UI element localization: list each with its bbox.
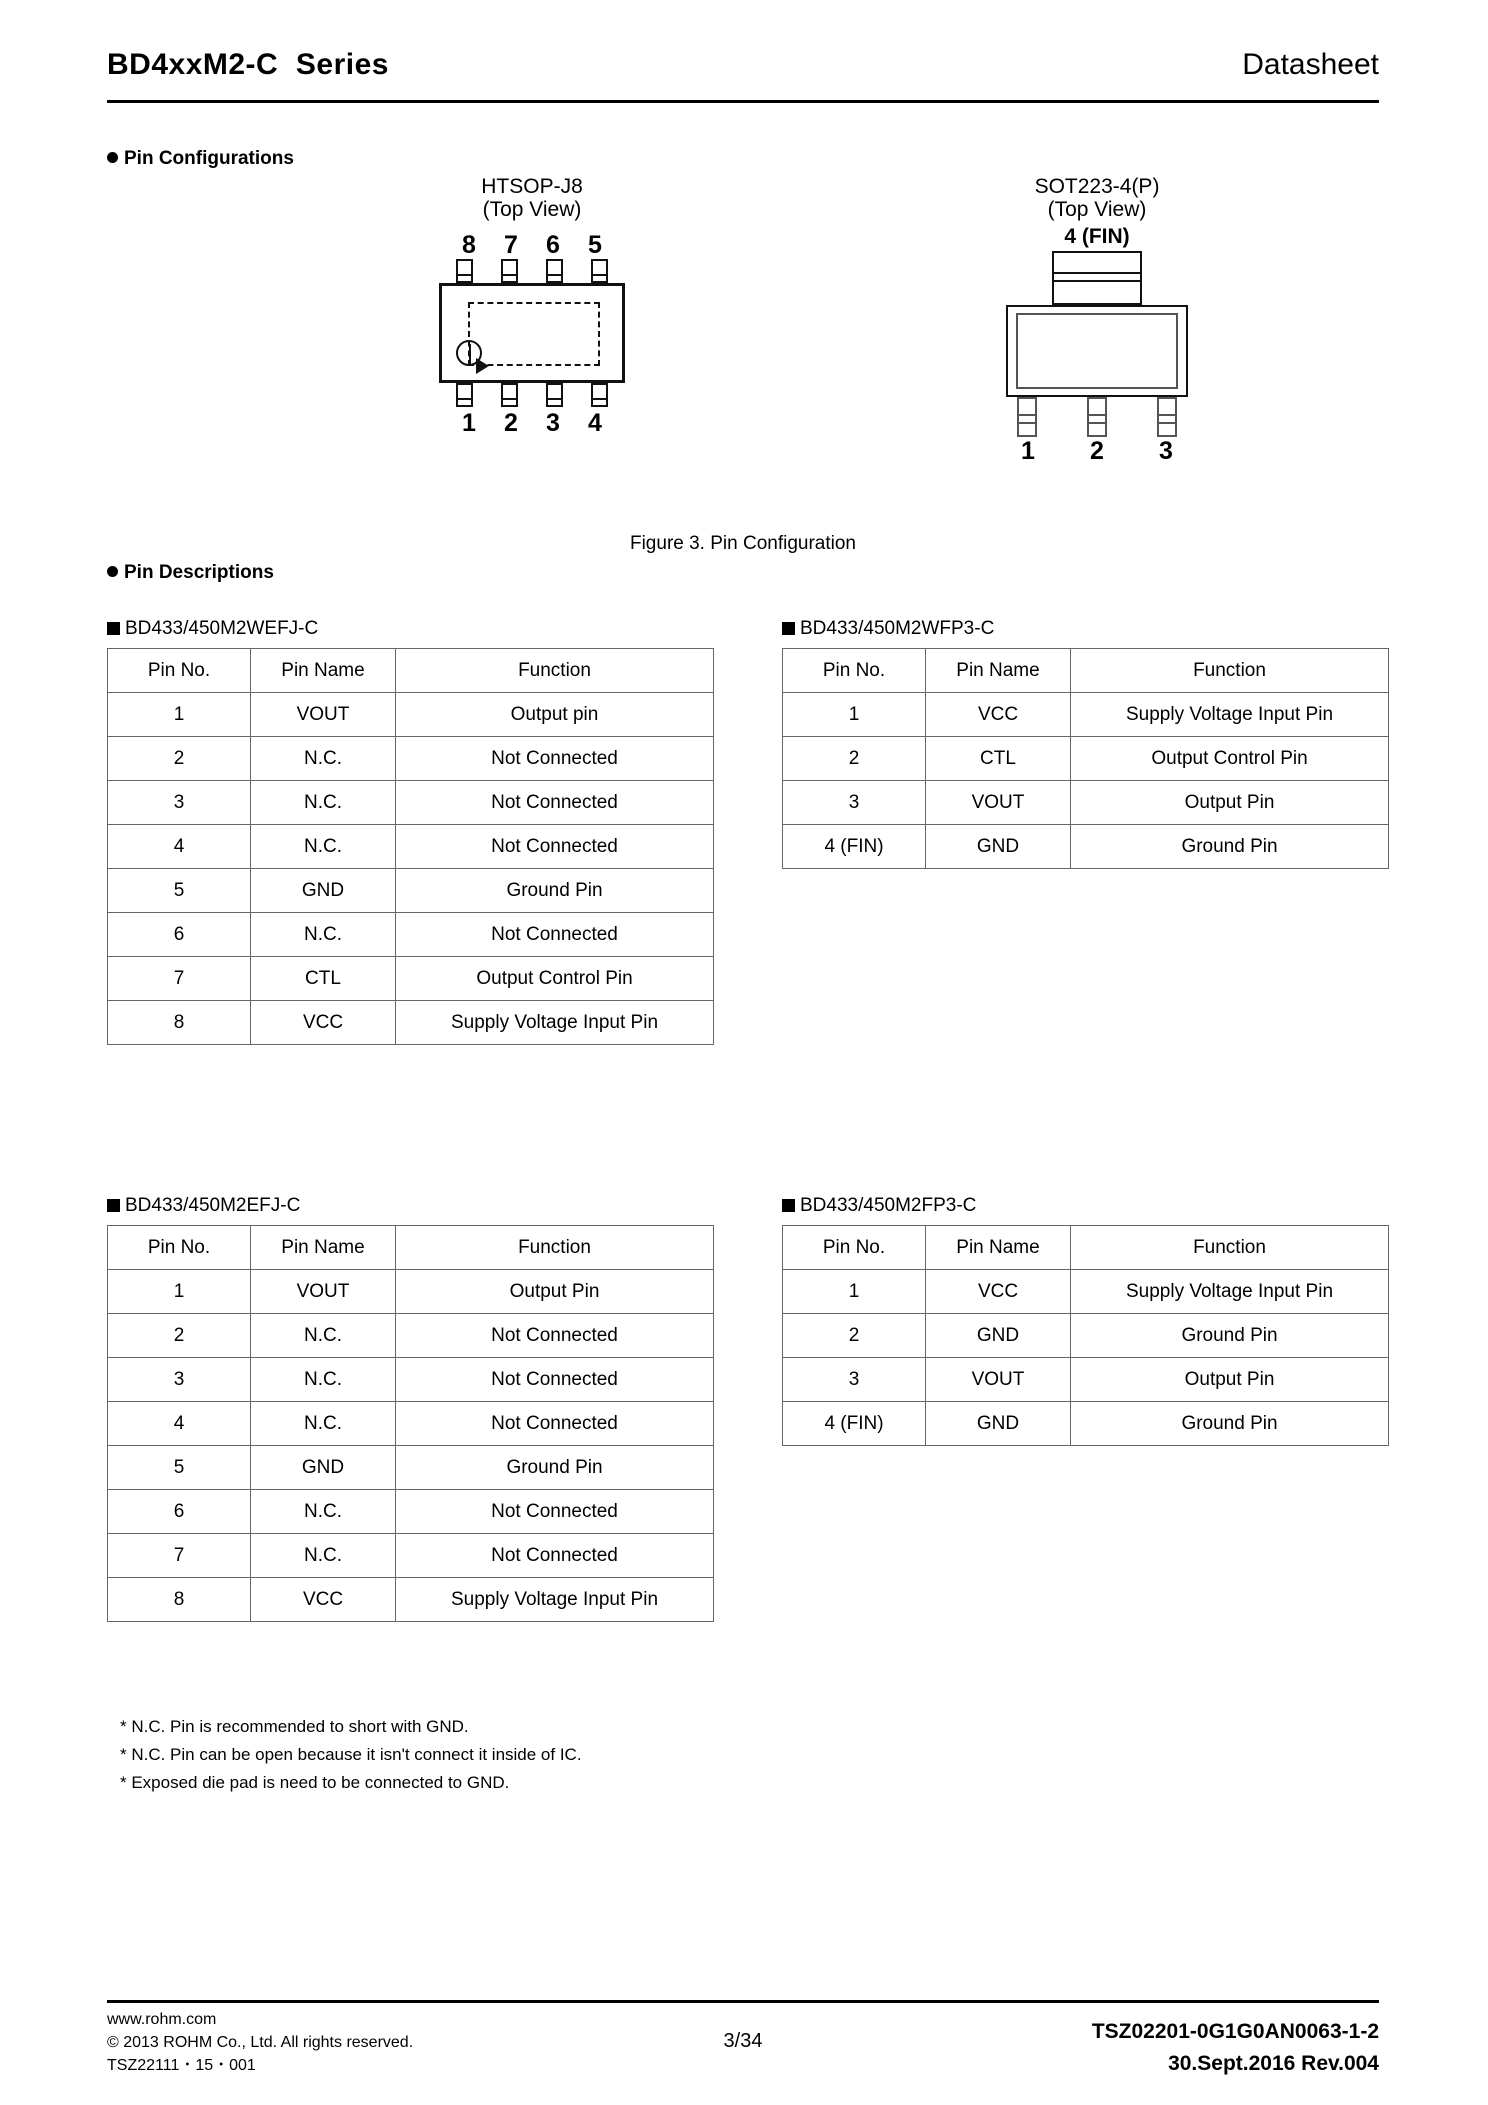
cell-pin-no: 1: [108, 693, 251, 737]
table-row: [783, 781, 1389, 825]
cell-pin-no: 5: [108, 1446, 251, 1490]
table-row: [108, 1578, 714, 1622]
pin-description-block-1: [107, 618, 714, 1045]
section-heading-label: Pin Configurations: [124, 148, 294, 169]
document-type-label: Datasheet: [1242, 48, 1379, 81]
table-row: [783, 1314, 1389, 1358]
square-bullet-icon: [782, 622, 795, 635]
lead-pin: [1087, 397, 1107, 437]
cell-function: Ground Pin: [1071, 825, 1389, 869]
pin-description-block-4: [782, 1195, 1389, 1446]
cell-function: Output pin: [396, 693, 714, 737]
cell-function: Not Connected: [396, 913, 714, 957]
htsop-package-body: [439, 283, 625, 383]
lead-pin: [546, 259, 563, 283]
table-title: [107, 1195, 714, 1217]
lead-pin: [591, 383, 608, 407]
lead-pin: [546, 383, 563, 407]
cell-pin-name: CTL: [926, 737, 1071, 781]
footnote-item: * N.C. Pin is recommended to short with GND.: [120, 1717, 469, 1736]
table-row: [783, 1358, 1389, 1402]
pin-configuration-figure: [107, 175, 1379, 565]
header-divider: [107, 100, 1379, 103]
lead-pin: [1017, 397, 1037, 437]
table-row: [108, 869, 714, 913]
cell-pin-no: 7: [108, 1534, 251, 1578]
pin-number: 3: [546, 408, 560, 437]
cell-function: Output Pin: [396, 1270, 714, 1314]
cell-pin-no: 7: [108, 957, 251, 1001]
cell-pin-no: 4 (FIN): [783, 1402, 926, 1446]
document-code: TSZ22111・15・001: [107, 2057, 256, 2075]
cell-pin-no: 1: [783, 1270, 926, 1314]
table-header-row: [108, 1226, 714, 1270]
cell-function: Not Connected: [396, 825, 714, 869]
table-row: [108, 1270, 714, 1314]
cell-pin-no: 4: [108, 825, 251, 869]
sot223-package-body: [1006, 305, 1188, 397]
cell-function: Ground Pin: [396, 1446, 714, 1490]
cell-pin-name: VOUT: [926, 1358, 1071, 1402]
pin-number: 5: [588, 230, 602, 259]
table-header-row: [108, 649, 714, 693]
cell-pin-name: VCC: [251, 1001, 396, 1045]
cell-pin-no: 3: [108, 781, 251, 825]
pin-number: 1: [462, 408, 476, 437]
table-title-label: BD433/450M2WFP3-C: [800, 618, 995, 639]
pin-number: 4: [588, 408, 602, 437]
table-title-label: BD433/450M2FP3-C: [800, 1195, 977, 1216]
cell-function: Not Connected: [396, 1402, 714, 1446]
table-row: [108, 1490, 714, 1534]
table-row: [108, 1534, 714, 1578]
pin-number: 6: [546, 230, 560, 259]
cell-pin-name: VCC: [926, 693, 1071, 737]
column-header-pin-no: Pin No.: [783, 1226, 926, 1270]
cell-function: Not Connected: [396, 1314, 714, 1358]
lead-pin: [591, 259, 608, 283]
htsop-bottom-pin-numbers: [456, 408, 608, 437]
cell-pin-no: 4: [108, 1402, 251, 1446]
cell-pin-no: 5: [108, 869, 251, 913]
table-header-row: [783, 649, 1389, 693]
table-row: [108, 957, 714, 1001]
pin-number: 1: [1021, 436, 1035, 465]
table-title: [782, 618, 1389, 640]
cell-pin-name: VOUT: [251, 1270, 396, 1314]
pin-description-block-2: [782, 618, 1389, 869]
square-bullet-icon: [107, 1199, 120, 1212]
cell-function: Not Connected: [396, 1534, 714, 1578]
table-row: [783, 1270, 1389, 1314]
cell-pin-name: N.C.: [251, 1314, 396, 1358]
cell-function: Not Connected: [396, 781, 714, 825]
footnote-item: * Exposed die pad is need to be connected to GND.: [120, 1773, 510, 1793]
square-bullet-icon: [782, 1199, 795, 1212]
cell-pin-name: N.C.: [251, 781, 396, 825]
sot223-body-inner-outline: [1016, 313, 1178, 389]
cell-pin-no: 6: [108, 1490, 251, 1534]
pin-number: 3: [1159, 436, 1173, 465]
lead-pin: [456, 259, 473, 283]
rohm-website-link[interactable]: www.rohm.com: [107, 2011, 217, 2028]
cell-pin-name: N.C.: [251, 1358, 396, 1402]
section-heading-pin-descriptions: [107, 562, 274, 584]
table-row: [108, 1314, 714, 1358]
pin-description-table-3: [107, 1225, 714, 1622]
column-header-pin-name: Pin Name: [251, 649, 396, 693]
package-name-sot223: SOT223-4(P): [1034, 175, 1160, 198]
revision-date: 30.Sept.2016 Rev.004: [1168, 2051, 1379, 2075]
pin-number: 2: [504, 408, 518, 437]
lead-pin: [1157, 397, 1177, 437]
reference-number: TSZ02201-0G1G0AN0063-1-2: [1091, 2020, 1379, 2043]
cell-function: Supply Voltage Input Pin: [1071, 1270, 1389, 1314]
pin-number: 8: [462, 230, 476, 259]
htsop-bottom-leads: [456, 383, 608, 407]
table-title-label: BD433/450M2EFJ-C: [125, 1195, 301, 1216]
lead-pin: [456, 383, 473, 407]
cell-pin-name: VCC: [926, 1270, 1071, 1314]
column-header-function: Function: [1071, 1226, 1389, 1270]
copyright-text: © 2013 ROHM Co., Ltd. All rights reserved.: [107, 2034, 414, 2052]
cell-pin-name: GND: [926, 1314, 1071, 1358]
column-header-pin-no: Pin No.: [108, 649, 251, 693]
cell-function: Supply Voltage Input Pin: [1071, 693, 1389, 737]
table-row: [108, 1001, 714, 1045]
cell-pin-name: N.C.: [251, 1534, 396, 1578]
section-heading-label: Pin Descriptions: [124, 562, 274, 583]
sot223-bottom-pin-numbers: [1017, 436, 1177, 465]
table-title-label: BD433/450M2WEFJ-C: [125, 618, 319, 639]
cell-pin-name: N.C.: [251, 913, 396, 957]
cell-pin-name: N.C.: [251, 1402, 396, 1446]
package-view-htsop: (Top View): [482, 197, 582, 221]
cell-function: Supply Voltage Input Pin: [396, 1001, 714, 1045]
column-header-pin-name: Pin Name: [926, 649, 1071, 693]
cell-pin-no: 3: [108, 1358, 251, 1402]
cell-function: Ground Pin: [396, 869, 714, 913]
column-header-function: Function: [396, 1226, 714, 1270]
table-row: [783, 693, 1389, 737]
sot223-fin-label: 4 (FIN): [1064, 224, 1130, 248]
cell-pin-name: N.C.: [251, 825, 396, 869]
pin-number: 2: [1090, 436, 1104, 465]
cell-pin-no: 8: [108, 1578, 251, 1622]
cell-pin-no: 2: [108, 737, 251, 781]
sot223-bottom-leads: [1017, 397, 1177, 437]
sot223-heat-tab: [1052, 251, 1142, 305]
cell-pin-no: 1: [108, 1270, 251, 1314]
cell-pin-name: GND: [926, 825, 1071, 869]
cell-pin-no: 3: [783, 1358, 926, 1402]
footer-divider: [107, 2000, 1379, 2003]
page-footer: [107, 2008, 1379, 2098]
cell-function: Not Connected: [396, 1358, 714, 1402]
cell-function: Output Control Pin: [396, 957, 714, 1001]
cell-pin-name: N.C.: [251, 737, 396, 781]
cell-function: Not Connected: [396, 737, 714, 781]
lead-pin: [501, 259, 518, 283]
cell-pin-no: 6: [108, 913, 251, 957]
cell-pin-no: 8: [108, 1001, 251, 1045]
table-row: [783, 825, 1389, 869]
htsop-top-pin-numbers: [456, 230, 608, 259]
column-header-pin-no: Pin No.: [783, 649, 926, 693]
page-number: 3/34: [723, 2030, 763, 2052]
cell-function: Output Control Pin: [1071, 737, 1389, 781]
table-row: [108, 1446, 714, 1490]
cell-pin-name: GND: [926, 1402, 1071, 1446]
cell-pin-no: 1: [783, 693, 926, 737]
page-header: [107, 48, 1379, 100]
page-title: BD4xxM2-C Series: [107, 48, 389, 81]
figure-caption: Figure 3. Pin Configuration: [629, 533, 856, 554]
column-header-pin-name: Pin Name: [926, 1226, 1071, 1270]
cell-function: Output Pin: [1071, 781, 1389, 825]
htsop-top-leads: [456, 259, 608, 283]
column-header-pin-no: Pin No.: [108, 1226, 251, 1270]
column-header-pin-name: Pin Name: [251, 1226, 396, 1270]
cell-pin-name: VCC: [251, 1578, 396, 1622]
cell-function: Output Pin: [1071, 1358, 1389, 1402]
pin-description-table-4: [782, 1225, 1389, 1446]
package-view-sot223: (Top View): [1047, 197, 1147, 221]
bullet-icon: [107, 152, 118, 163]
table-title: [107, 618, 714, 640]
cell-pin-no: 3: [783, 781, 926, 825]
cell-function: Not Connected: [396, 1490, 714, 1534]
footnote-item: * N.C. Pin can be open because it isn't connect it inside of IC.: [120, 1745, 582, 1765]
cell-function: Ground Pin: [1071, 1402, 1389, 1446]
pin1-marker-arrow-icon: [476, 358, 489, 374]
square-bullet-icon: [107, 622, 120, 635]
table-row: [108, 825, 714, 869]
table-row: [108, 737, 714, 781]
table-row: [108, 781, 714, 825]
cell-pin-name: GND: [251, 869, 396, 913]
pin-description-table-1: [107, 648, 714, 1045]
table-row: [108, 693, 714, 737]
cell-pin-name: VOUT: [926, 781, 1071, 825]
footnotes: [120, 1713, 582, 1797]
cell-pin-no: 2: [108, 1314, 251, 1358]
section-heading-pin-configurations: [107, 148, 294, 170]
table-row: [783, 1402, 1389, 1446]
table-row: [108, 913, 714, 957]
column-header-function: Function: [396, 649, 714, 693]
cell-function: Ground Pin: [1071, 1314, 1389, 1358]
package-name-htsop: HTSOP-J8: [481, 175, 583, 198]
table-row: [783, 737, 1389, 781]
table-header-row: [783, 1226, 1389, 1270]
cell-pin-name: CTL: [251, 957, 396, 1001]
pin-description-block-3: [107, 1195, 714, 1622]
lead-pin: [501, 383, 518, 407]
footer-right-block: [1092, 2016, 1379, 2079]
bullet-icon: [107, 566, 118, 577]
table-row: [108, 1358, 714, 1402]
package-diagram-sot223-4p: [947, 175, 1247, 464]
pin-number: 7: [504, 230, 518, 259]
column-header-function: Function: [1071, 649, 1389, 693]
cell-pin-name: N.C.: [251, 1490, 396, 1534]
cell-pin-name: VOUT: [251, 693, 396, 737]
pin-description-table-2: [782, 648, 1389, 869]
exposed-die-pad-outline: [468, 302, 600, 366]
cell-pin-no: 2: [783, 737, 926, 781]
table-title: [782, 1195, 1389, 1217]
cell-pin-no: 2: [783, 1314, 926, 1358]
package-diagram-htsop-j8: [402, 175, 662, 436]
cell-function: Supply Voltage Input Pin: [396, 1578, 714, 1622]
table-row: [108, 1402, 714, 1446]
cell-pin-name: GND: [251, 1446, 396, 1490]
cell-pin-no: 4 (FIN): [783, 825, 926, 869]
